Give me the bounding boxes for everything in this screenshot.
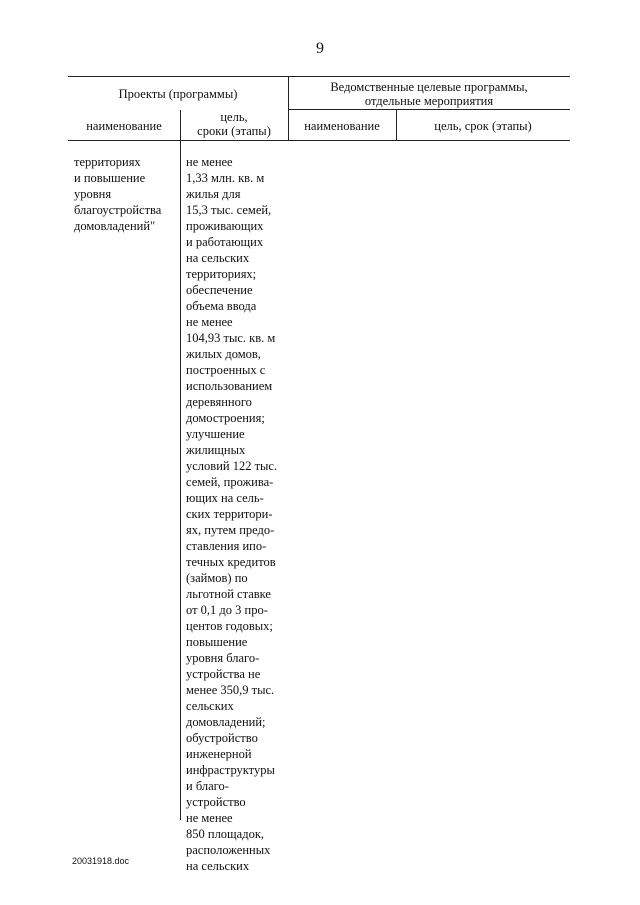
goal-column-line: семей, прожива- bbox=[186, 475, 274, 489]
goal-column-line: построенных с bbox=[186, 363, 266, 377]
goal-column-line: объема ввода bbox=[186, 299, 257, 313]
goal-column-line: проживающих bbox=[186, 219, 264, 233]
goal-column-line: инфраструктуры bbox=[186, 763, 275, 777]
goal-column-line: домовладений; bbox=[186, 715, 266, 729]
goal-column-line: расположенных bbox=[186, 843, 271, 857]
goal-column-line: ских территори- bbox=[186, 507, 273, 521]
name-column-line: уровня bbox=[74, 187, 112, 201]
goal-column-line: обеспечение bbox=[186, 283, 253, 297]
goal-column-line: ях, путем предо- bbox=[186, 523, 275, 537]
goal-column-line: не менее bbox=[186, 155, 233, 169]
goal-column-line: улучшение bbox=[186, 427, 245, 441]
goal-column-line: уровня благо- bbox=[186, 651, 260, 665]
goal-column-text bbox=[186, 154, 277, 874]
goal-column-line: условий 122 тыс. bbox=[186, 459, 278, 473]
header-projects-group: Проекты (программы) bbox=[118, 87, 238, 101]
goal-column-line: и благо- bbox=[186, 779, 229, 793]
goal-column-line: жилья для bbox=[186, 187, 241, 201]
goal-column-line: течных кредитов bbox=[186, 555, 276, 569]
goal-column-line: жилищных bbox=[186, 443, 246, 457]
goal-column-line: на сельских bbox=[186, 859, 250, 873]
goal-column-line: обустройство bbox=[186, 731, 258, 745]
goal-column-line: территориях; bbox=[186, 267, 257, 281]
goal-column-line: 104,93 тыс. кв. м bbox=[186, 331, 276, 345]
goal-column-line: льготной ставке bbox=[186, 587, 271, 601]
goal-column-line: на сельских bbox=[186, 251, 250, 265]
header-col-goal-1-line2: сроки (этапы) bbox=[197, 124, 271, 138]
name-column-line: благоустройства bbox=[74, 203, 162, 217]
goal-column-line: жилых домов, bbox=[186, 347, 261, 361]
header-col-name-2: наименование bbox=[304, 119, 380, 133]
goal-column-line: центов годовых; bbox=[186, 619, 273, 633]
goal-column-line: инженерной bbox=[186, 747, 252, 761]
header-col-goal-2: цель, срок (этапы) bbox=[434, 119, 532, 133]
goal-column-line: ющих на сель- bbox=[186, 491, 264, 505]
name-column-line: домовладений" bbox=[74, 219, 156, 233]
name-column-line: и повышение bbox=[74, 171, 146, 185]
goal-column-line: устройство bbox=[186, 795, 246, 809]
goal-column-line: домостроения; bbox=[186, 411, 265, 425]
goal-column-line: не менее bbox=[186, 811, 233, 825]
table-body-divider bbox=[180, 140, 181, 820]
goal-column-line: (займов) по bbox=[186, 571, 248, 585]
goal-column-line: сельских bbox=[186, 699, 234, 713]
table-subheader-rule-right bbox=[288, 109, 570, 110]
header-departmental-line1: Ведомственные целевые программы, bbox=[330, 80, 528, 94]
header-col-name-1: наименование bbox=[86, 119, 162, 133]
goal-column-line: менее 350,9 тыс. bbox=[186, 683, 275, 697]
goal-column-line: ставления ипо- bbox=[186, 539, 267, 553]
header-departmental-line2: отдельные мероприятия bbox=[364, 94, 494, 108]
goal-column-line: от 0,1 до 3 про- bbox=[186, 603, 268, 617]
page-number: 9 bbox=[316, 40, 324, 57]
goal-column-line: 15,3 тыс. семей, bbox=[186, 203, 272, 217]
header-col-goal-1-line1: цель, bbox=[220, 110, 248, 124]
goal-column-line: деревянного bbox=[186, 395, 252, 409]
name-column-line: территориях bbox=[74, 155, 141, 169]
goal-column-line: повышение bbox=[186, 635, 248, 649]
goal-column-line: не менее bbox=[186, 315, 233, 329]
name-column-text bbox=[74, 154, 161, 234]
table-top-rule bbox=[68, 76, 570, 77]
goal-column-line: 1,33 млн. кв. м bbox=[186, 171, 265, 185]
goal-column-line: использованием bbox=[186, 379, 273, 393]
document-filename: 20031918.doc bbox=[72, 856, 130, 866]
table-header-bottom-rule bbox=[68, 140, 570, 141]
goal-column-line: 850 площадок, bbox=[186, 827, 265, 841]
goal-column-line: и работающих bbox=[186, 235, 264, 249]
goal-column-line: устройства не bbox=[186, 667, 261, 681]
